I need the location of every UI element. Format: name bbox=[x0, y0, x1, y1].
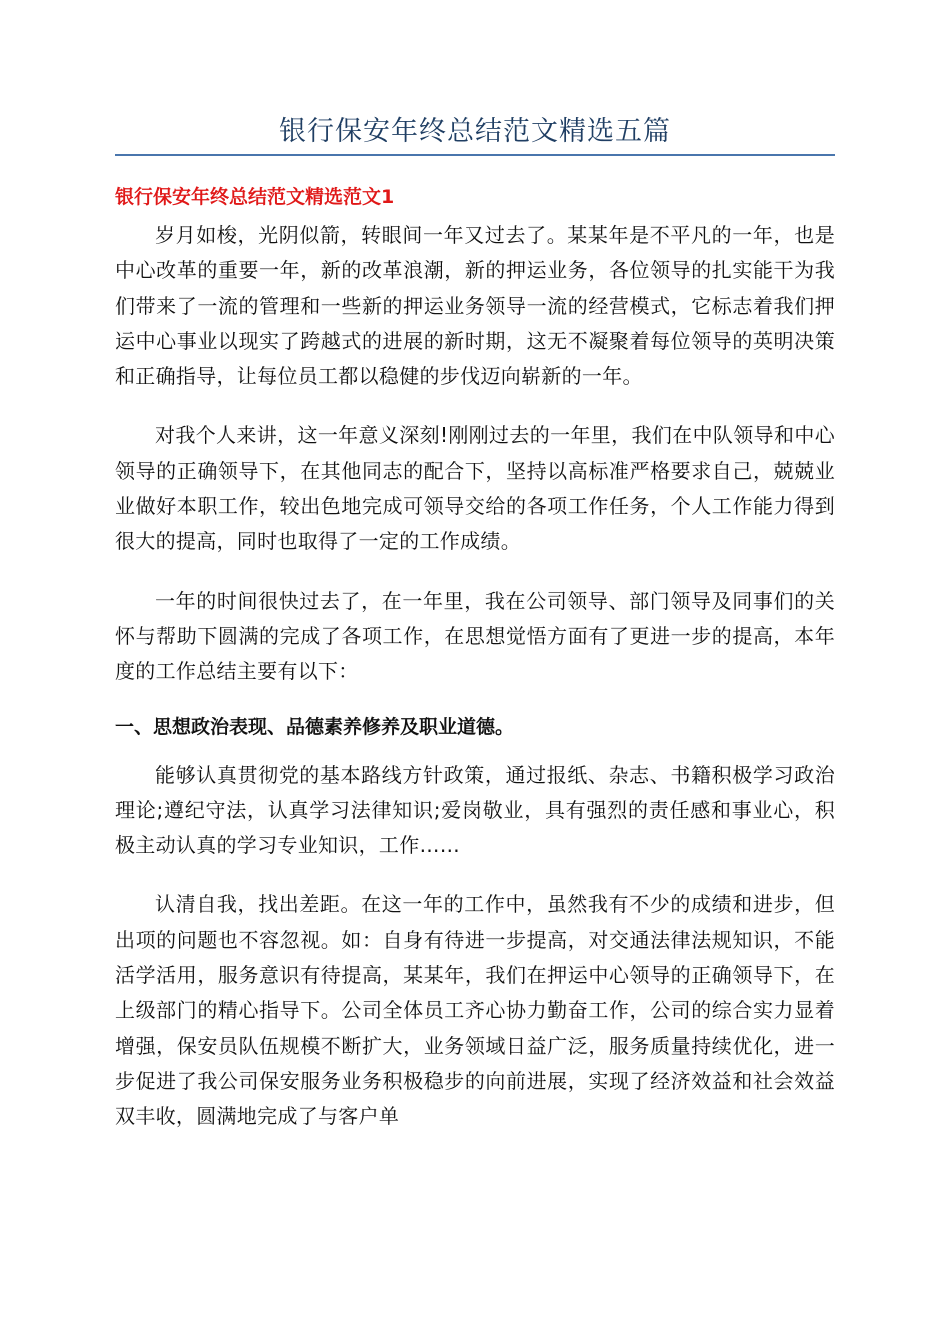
document-body bbox=[115, 180, 835, 1159]
document-title: 银行保安年终总结范文精选五篇 bbox=[279, 116, 671, 147]
section-paragraph: 能够认真贯彻党的基本路线方针政策，通过报纸、杂志、书籍积极学习政治理论;遵纪守法，认真学习法律知识;爱岗敬业，具有强烈的责任感和事业心，积极主动认真的学习专业知识，工作…… bbox=[115, 762, 835, 858]
body-paragraph: 对我个人来讲，这一年意义深刻!刚刚过去的一年里，我们在中队领导和中心领导的正确领导下，在其他同志的配合下，坚持以高标准严格要求自己，兢兢业业做好本职工作，较出色地完成可领导交给的各项工作任务，个人工作能力得到很大的提高，同时也取得了一定的工作成绩。 bbox=[115, 423, 835, 554]
body-paragraph: 一年的时间很快过去了，在一年里，我在公司领导、部门领导及同事们的关怀与帮助下圆满的完成了各项工作，在思想觉悟方面有了更进一步的提高，本年度的工作总结主要有以下： bbox=[115, 588, 835, 684]
title-divider bbox=[115, 154, 835, 156]
body-paragraph: 岁月如梭，光阴似箭，转眼间一年又过去了。某某年是不平凡的一年，也是中心改革的重要一年，新的改革浪潮，新的押运业务，各位领导的扎实能干为我们带来了一流的管理和一些新的押运业务领导一流的经营模式，它标志着我们押运中心事业以现实了跨越式的进展的新时期，这无不凝聚着每位领导的英明决策和正确指导，让每位员工都以稳健的步伐迈向崭新的一年。 bbox=[115, 223, 835, 389]
section-paragraph: 认清自我，找出差距。在这一年的工作中，虽然我有不少的成绩和进步，但出项的问题也不容忽视。如：自身有待进一步提高，对交通法律法规知识，不能活学活用，服务意识有待提高，某某年，我们在押运中心领导的正确领导下，在上级部门的精心指导下。公司全体员工齐心协力勤奋工作，公司的综合实力显着增强，保安员队伍规模不断扩大，业务领域日益广泛，服务质量持续优化，进一步促进了我公司保安服务业务积极稳步的向前进展，实现了经济效益和社会效益双丰收，圆满地完成了与客户单 bbox=[115, 892, 835, 1129]
section-heading: 一、思想政治表现、品德素养修养及职业道德。 bbox=[115, 715, 515, 738]
article-subtitle: 银行保安年终总结范文精选范文1 bbox=[115, 186, 395, 208]
